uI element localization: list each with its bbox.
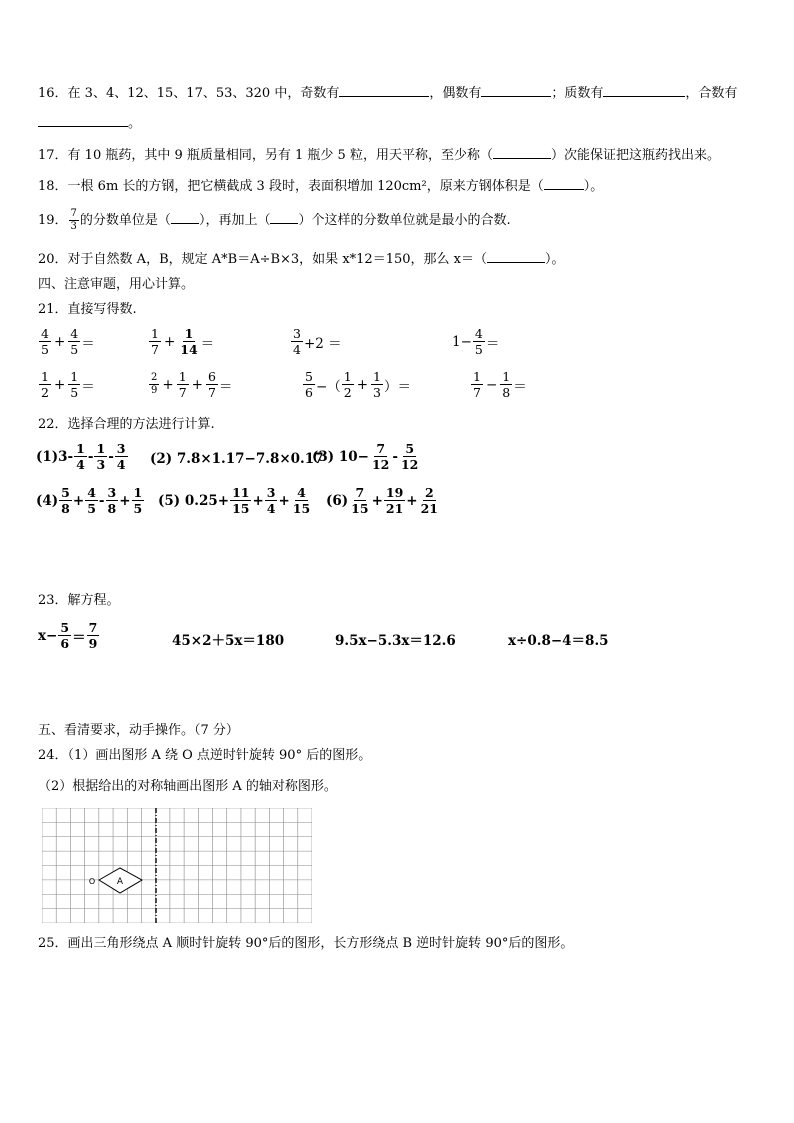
question-16-cont: 。: [38, 114, 141, 133]
question-21-title: 21．直接写得数.: [38, 302, 137, 317]
q21-expr-6: $\frac{2}{9}$ + $\frac{1}{7}$ + $\frac{6}{7}$ ＝: [151, 369, 233, 400]
q22-part-5: (5) 0.25+ $\frac{11}{15}$ + $\frac{3}{4}$ + $\frac{4}{15}$: [158, 485, 311, 516]
question-19: 19． $\frac{7}{3}$ 的分数单位是（ ），再加上（ ）个这样的分数单位就是最小的合数.: [38, 208, 511, 232]
answer-blank[interactable]: [487, 250, 545, 263]
q22-part-3: (3) 10− $\frac{7}{12}$ - $\frac{5}{12}$: [312, 441, 419, 472]
q21-expr-8: $\frac{1}{7}$ − $\frac{1}{8}$ ＝: [473, 369, 527, 400]
q21-expr-4: 1− $\frac{4}{5}$ ＝: [452, 326, 500, 357]
question-23-title: 23．解方程。: [38, 593, 120, 608]
answer-blank[interactable]: [38, 114, 128, 127]
section-5-heading: 五、看清要求，动手操作。（7 分）: [38, 723, 239, 738]
q23-equation-4: x÷0.8−4＝8.5: [508, 633, 609, 649]
answer-blank[interactable]: [171, 211, 199, 224]
question-24-part-1: 24．（1）画出图形 A 绕 O 点逆时针旋转 90° 后的图形。: [38, 748, 372, 763]
q22-part-6: (6) $\frac{7}{15}$ + $\frac{19}{21}$ + $\frac{2}{21}$: [326, 485, 439, 516]
q23-equation-1: x− $\frac{5}{6}$ ＝ $\frac{7}{9}$: [38, 620, 98, 651]
answer-blank[interactable]: [493, 146, 551, 159]
section-4-heading: 四、注意审题，用心计算。: [38, 277, 195, 292]
fraction: $\frac{7}{3}$: [70, 208, 77, 232]
answer-blank[interactable]: [481, 84, 551, 97]
label-o: O: [88, 877, 96, 886]
question-24-part-2: （2）根据给出的对称轴画出图形 A 的轴对称图形。: [38, 779, 337, 794]
question-16: 16．在 3、4、12、15、17、53、320 中，奇数有 ，偶数有 ；质数有 ，合数有: [38, 86, 738, 101]
q23-equation-3: 9.5x−5.3x＝12.6: [335, 633, 456, 649]
q21-expr-5: $\frac{1}{2}$ + $\frac{1}{5}$ ＝: [41, 369, 95, 400]
q22-part-2: (2) 7.8×1.17−7.8×0.17: [150, 451, 324, 467]
answer-blank[interactable]: [603, 84, 685, 97]
question-17: 17．有 10 瓶药，其中 9 瓶质量相同，另有 1 瓶少 5 粒，用天平称，至少称（ ）次能保证把这瓶药找出来。: [38, 148, 720, 163]
question-22-title: 22．选择合理的方法进行计算.: [38, 417, 215, 432]
q21-expr-3: $\frac{3}{4}$ +2 ＝: [293, 326, 342, 357]
question-20: 20．对于自然数 A，B，规定 A*B＝A÷B×3，如果 x*12＝150，那么 x＝（ ）。: [38, 252, 565, 267]
q21-expr-1: $\frac{4}{5}$ + $\frac{4}{5}$ ＝: [41, 326, 95, 357]
answer-blank[interactable]: [339, 84, 429, 97]
question-25: 25．画出三角形绕点 A 顺时针旋转 90°后的图形，长方形绕点 B 逆时针旋转 90°后的图形。: [38, 936, 574, 951]
q21-expr-7: $\frac{5}{6}$ −（ $\frac{1}{2}$ + $\frac{1}{3}$ ）＝: [305, 369, 411, 400]
q22-part-1: (1)3- $\frac{1}{4}$ - $\frac{1}{3}$ - $\frac{3}{4}$: [36, 441, 126, 472]
answer-blank[interactable]: [270, 211, 298, 224]
q23-equation-2: 45×2＋5x＝180: [172, 633, 285, 649]
answer-blank[interactable]: [544, 177, 584, 190]
grid-figure[interactable]: [42, 808, 312, 923]
label-a: A: [116, 877, 124, 887]
q22-part-4: (4) $\frac{5}{8}$ + $\frac{4}{5}$ - $\frac{3}{8}$ + $\frac{1}{5}$: [36, 485, 143, 516]
q21-expr-2: $\frac{1}{7}$ + $\frac{1}{14}$ ＝: [151, 326, 215, 357]
question-18: 18．一根 6m 长的方钢，把它横截成 3 段时，表面积增加 120cm²，原来方钢体积是（ ）。: [38, 179, 604, 194]
